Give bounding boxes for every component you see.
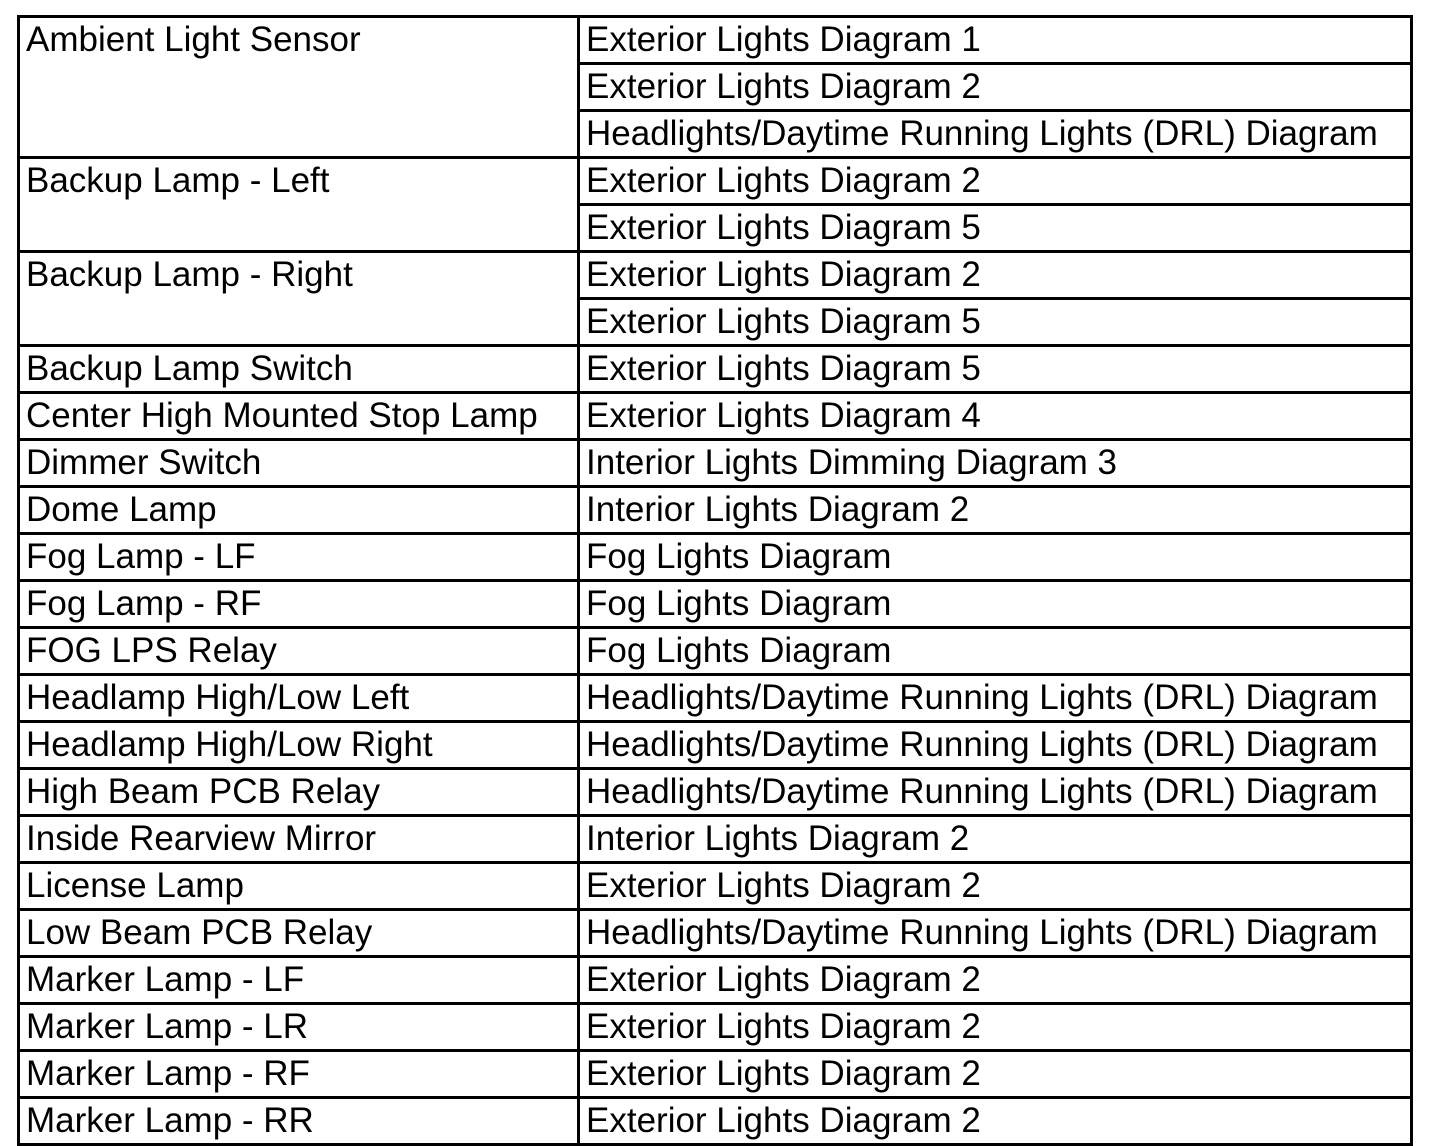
diagram-reference-cell: Interior Lights Diagram 2 [579,487,1412,534]
diagram-reference-cell: Interior Lights Diagram 2 [579,816,1412,863]
diagram-reference-cell: Headlights/Daytime Running Lights (DRL) Diagram [579,769,1412,816]
diagram-reference-cell: Headlights/Daytime Running Lights (DRL) Diagram [579,111,1412,158]
table-row [19,393,1412,440]
table-row [19,440,1412,487]
component-name-cell: Headlamp High/Low Left [19,675,579,722]
component-name-cell: FOG LPS Relay [19,628,579,675]
table-row [19,1004,1412,1051]
table-body [19,17,1412,1145]
diagram-reference-cell: Exterior Lights Diagram 1 [579,17,1412,64]
table-row [19,346,1412,393]
component-name-cell: Backup Lamp Switch [19,346,579,393]
table-row [19,957,1412,1004]
table-row [19,17,1412,64]
component-name-cell: Marker Lamp - LR [19,1004,579,1051]
component-name-cell: Center High Mounted Stop Lamp [19,393,579,440]
diagram-reference-cell: Exterior Lights Diagram 2 [579,1051,1412,1098]
table-row [19,863,1412,910]
table-row [19,769,1412,816]
diagram-reference-cell: Fog Lights Diagram [579,534,1412,581]
diagram-reference-cell: Exterior Lights Diagram 2 [579,252,1412,299]
diagram-reference-cell: Fog Lights Diagram [579,628,1412,675]
component-name-cell: Marker Lamp - RF [19,1051,579,1098]
table-row [19,1051,1412,1098]
component-name-cell: License Lamp [19,863,579,910]
diagram-reference-cell: Exterior Lights Diagram 2 [579,64,1412,111]
component-name-cell: Headlamp High/Low Right [19,722,579,769]
diagram-reference-cell: Fog Lights Diagram [579,581,1412,628]
component-name-cell: Marker Lamp - LF [19,957,579,1004]
diagram-reference-cell: Headlights/Daytime Running Lights (DRL) Diagram [579,722,1412,769]
component-name-cell: Inside Rearview Mirror [19,816,579,863]
diagram-reference-cell: Exterior Lights Diagram 2 [579,1004,1412,1051]
component-name-cell: Fog Lamp - LF [19,534,579,581]
table-row [19,1098,1412,1145]
table-row [19,722,1412,769]
component-name-cell: Dome Lamp [19,487,579,534]
diagram-reference-cell: Exterior Lights Diagram 5 [579,205,1412,252]
component-name-cell: High Beam PCB Relay [19,769,579,816]
diagram-reference-cell: Exterior Lights Diagram 5 [579,346,1412,393]
diagram-reference-cell: Exterior Lights Diagram 2 [579,863,1412,910]
table-row [19,628,1412,675]
component-name-cell: Low Beam PCB Relay [19,910,579,957]
diagram-reference-cell: Exterior Lights Diagram 2 [579,1098,1412,1145]
diagram-reference-cell: Headlights/Daytime Running Lights (DRL) Diagram [579,675,1412,722]
component-name-cell: Fog Lamp - RF [19,581,579,628]
table-row [19,675,1412,722]
diagram-reference-cell: Exterior Lights Diagram 4 [579,393,1412,440]
table-row [19,487,1412,534]
diagram-reference-cell: Exterior Lights Diagram 2 [579,158,1412,205]
table-row [19,816,1412,863]
component-name-cell: Dimmer Switch [19,440,579,487]
component-name-cell: Backup Lamp - Right [19,252,579,346]
diagram-reference-cell: Exterior Lights Diagram 2 [579,957,1412,1004]
table-row [19,158,1412,205]
diagram-reference-cell: Headlights/Daytime Running Lights (DRL) Diagram [579,910,1412,957]
table-row [19,252,1412,299]
table-row [19,910,1412,957]
component-diagram-table [17,15,1413,1146]
diagram-reference-cell: Interior Lights Dimming Diagram 3 [579,440,1412,487]
diagram-reference-cell: Exterior Lights Diagram 5 [579,299,1412,346]
table-row [19,581,1412,628]
component-name-cell: Backup Lamp - Left [19,158,579,252]
component-name-cell: Ambient Light Sensor [19,17,579,158]
table-row [19,534,1412,581]
component-name-cell: Marker Lamp - RR [19,1098,579,1145]
